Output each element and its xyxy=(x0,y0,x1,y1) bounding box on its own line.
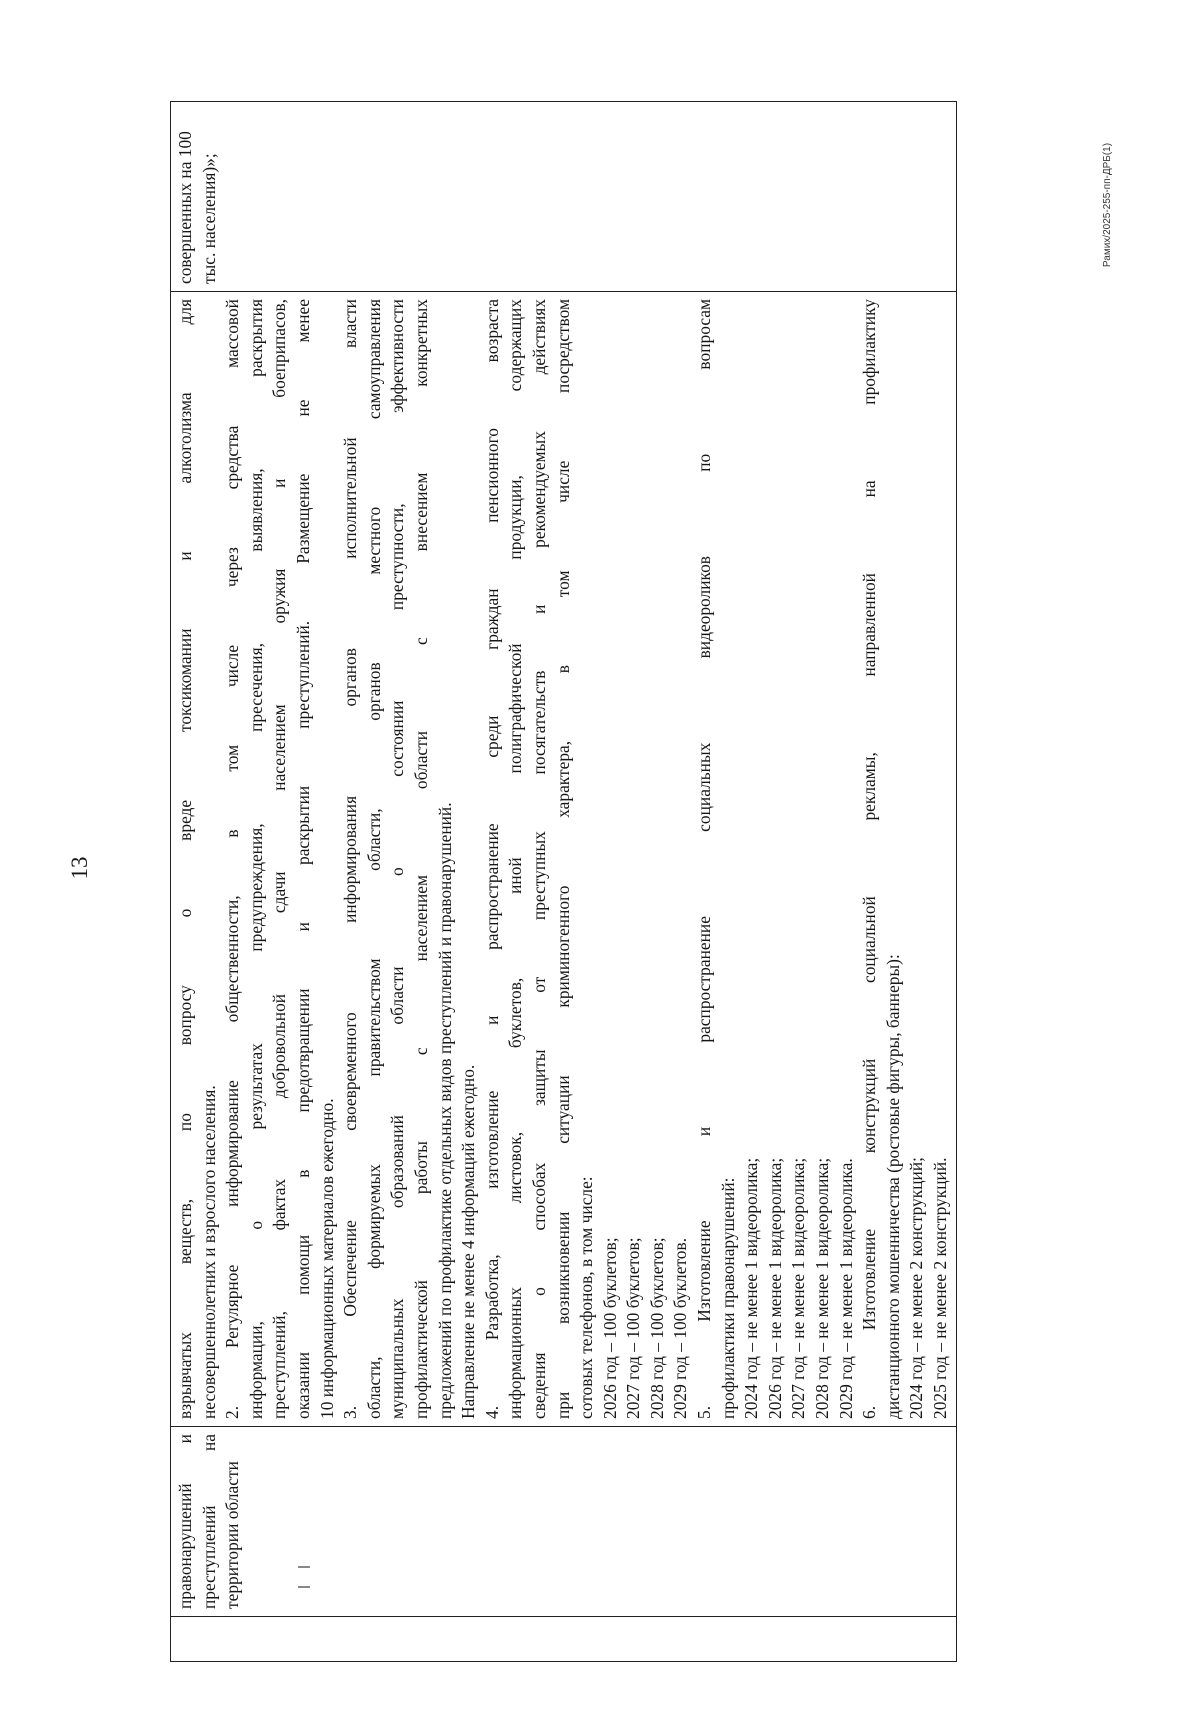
task-name-cell xyxy=(171,1427,957,1617)
measure-line: 5. Изготовление и распространение социальных видеороликов по вопросам xyxy=(694,299,715,1419)
measure-line: профилактики правонарушений: xyxy=(717,1177,738,1419)
measure-line: 2028 год – не менее 1 видеоролика; xyxy=(812,1157,833,1419)
measure-line: 2029 год – не менее 1 видеоролика. xyxy=(835,1158,856,1419)
measure-line: взрывчатых веществ, по вопросу о вреде токсикомании и алкоголизма для xyxy=(175,299,195,1419)
table-row xyxy=(171,102,957,1662)
measure-line: дистанционного мошенничества (ростовые фигуры, баннеры): xyxy=(882,954,903,1419)
measure-line: 10 информационных материалов ежегодно. xyxy=(316,1098,337,1419)
measure-line: информации, о результатах предупреждения, пресечения, выявления, раскрытия xyxy=(245,299,266,1419)
measure-line: преступлений, фактах добровольной сдачи населением оружия и боеприпасов, xyxy=(269,299,290,1419)
row-number-cell xyxy=(171,1617,957,1662)
measure-line: профилактической работы с населением области с внесением конкретных xyxy=(410,299,431,1419)
measure-line: 2025 год – не менее 2 конструкций. xyxy=(930,1157,950,1419)
program-table xyxy=(170,101,957,1662)
page-number: 13 xyxy=(67,856,92,880)
measure-line: 2027 год – 100 буклетов; xyxy=(623,1237,644,1419)
rotated-table-page xyxy=(170,102,1080,1662)
measure-line: 6. Изготовление конструкций социальной рекламы, направленной на профилактику xyxy=(859,299,880,1419)
measure-line: 4. Разработка, изготовление и распространение среди граждан пенсионного возраста xyxy=(481,299,502,1419)
measure-line: 2024 год – не менее 1 видеоролика; xyxy=(741,1157,762,1419)
measure-line: при возникновении ситуации криминогенного характера, в том числе посредством xyxy=(552,299,573,1419)
measure-line: 2029 год – 100 буклетов. xyxy=(670,1237,691,1419)
measure-line: 3. Обеспечение своевременного информирования органов исполнительной власти xyxy=(340,299,361,1419)
measure-line: сотовых телефонов, в том числе: xyxy=(576,1176,597,1419)
measure-line: 2026 год – 100 буклетов; xyxy=(599,1237,620,1419)
indicator-text: совершенных на 100 тыс. населения)»; xyxy=(175,131,219,284)
measure-line: несовершеннолетних и взрослого населения. xyxy=(198,1085,219,1419)
measure-line: 2027 год – не менее 1 видеоролика; xyxy=(788,1157,809,1419)
measures-cell xyxy=(171,292,957,1427)
task-name: правонарушений и преступлений на территории области xyxy=(175,1434,243,1609)
measure-line: 2028 год – 100 буклетов; xyxy=(646,1237,667,1419)
measure-line: предложений по профилактике отдельных видов преступлений и правонарушений. xyxy=(434,802,455,1419)
measure-line: 2024 год – не менее 2 конструкций; xyxy=(906,1157,927,1419)
measure-line: информационных листовок, буклетов, иной полиграфической продукции, содержащих xyxy=(505,299,526,1419)
measure-line: муниципальных образований области о состоянии преступности, эффективности xyxy=(387,299,408,1419)
document-footer-code: Рамих/2025-255-пп-ДРБ(1) xyxy=(1102,142,1113,268)
measure-line: области, формируемых правительством области, органов местного самоуправления xyxy=(363,299,384,1419)
indicator-cell xyxy=(171,102,957,292)
measure-line: 2. Регулярное информирование общественности, в том числе через средства массовой xyxy=(222,299,243,1419)
measure-line: Направление не менее 4 информаций ежегодно. xyxy=(458,1064,479,1419)
measure-line: 2026 год – не менее 1 видеоролика; xyxy=(764,1157,785,1419)
measure-line: оказании помощи в предотвращении и раскрытии преступлений. Размещение не менее xyxy=(292,299,313,1419)
measures-text xyxy=(174,299,953,1419)
measure-line: сведения о способах защиты от преступных посягательств и рекомендуемых действиях xyxy=(528,299,549,1419)
